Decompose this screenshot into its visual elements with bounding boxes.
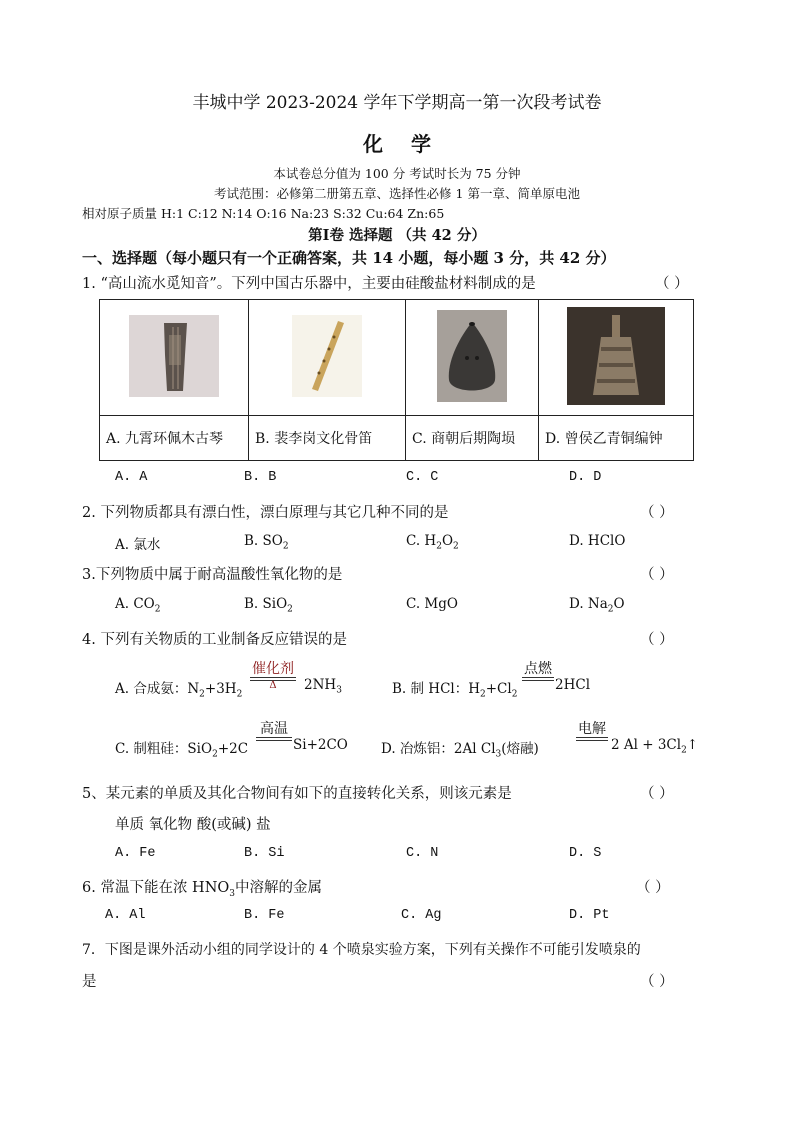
q1-option-d[interactable]: D. D (569, 470, 602, 485)
q3-answer-bracket: （ ） (640, 567, 674, 583)
q1-caption-c: C. 商朝后期陶埙 (406, 416, 539, 461)
q4-option-d[interactable]: D. 冶炼铝：2Al $Cl_3$(熔融) (381, 741, 539, 760)
q4-b-arrow: 点燃 (522, 661, 554, 681)
q4-answer-bracket: （ ） (640, 632, 674, 648)
q4-option-b[interactable]: B. 制 HCl：$H_2+Cl_2$ (392, 681, 518, 700)
q1-option-a[interactable]: A. A (115, 470, 148, 485)
bronze-bell-image-cell (539, 300, 694, 416)
q4-d-arrow: 电解 (576, 721, 608, 741)
q1-option-b[interactable]: B. B (244, 470, 277, 485)
q4-b-product: 2HCl (555, 677, 591, 693)
guqin-image (129, 315, 219, 397)
q6-option-b[interactable]: B. Fe (244, 908, 285, 923)
q5-option-d[interactable]: D. S (569, 846, 602, 861)
bronze-bell-image (567, 307, 665, 405)
q7-stem: 7．下图是课外活动小组的同学设计的 4 个喷泉实验方案，下列有关操作不可能引发喷泉的 (82, 942, 641, 958)
q2-option-b[interactable]: B. $SO_2$ (244, 533, 289, 552)
q7-stem-continued: 是 (82, 974, 97, 990)
q6-answer-bracket: （ ） (636, 880, 670, 896)
bone-flute-image-cell (249, 300, 406, 416)
q7-answer-bracket: （ ） (640, 974, 674, 990)
q4-c-product: Si+2CO (293, 737, 348, 753)
q3-option-c[interactable]: C. MgO (406, 596, 458, 612)
q1-caption-a: A. 九霄环佩木古琴 (100, 416, 249, 461)
q5-answer-bracket: （ ） (640, 786, 674, 802)
exam-info-score-time: 本试卷总分值为 100 分 考试时长为 75 分钟 (273, 166, 521, 181)
q1-option-c[interactable]: C. C (406, 470, 439, 485)
q4-a-arrow: 催化剂 Δ (252, 661, 294, 691)
q4-a-product: $2NH_3$ (304, 677, 342, 696)
q4-stem: 4. 下列有关物质的工业制备反应错误的是 (82, 632, 347, 648)
q5-stem: 5、某元素的单质及其化合物间有如下的直接转化关系，则该元素是 (82, 786, 512, 802)
q1-caption-b: B. 裴李岗文化骨笛 (249, 416, 406, 461)
q2-option-a[interactable]: A. 氯水 (115, 537, 161, 553)
q1-instrument-table (99, 299, 694, 461)
subject-title: 化学 (363, 132, 459, 156)
q4-d-product: 2 $Al + 3Cl_2↑$ (611, 737, 699, 756)
exam-title: 丰城中学 2023-2024 学年下学期高一第一次段考试卷 (192, 93, 602, 113)
clay-xun-image (437, 310, 507, 402)
section-one-heading: 一、选择题（每小题只有一个正确答案，共 14 小题，每小题 3 分，共 42 分） (82, 249, 616, 267)
q6-option-d[interactable]: D. Pt (569, 908, 610, 923)
q5-option-c[interactable]: C. N (406, 846, 439, 861)
q2-option-c[interactable]: C. $H_2O_2$ (406, 533, 459, 552)
q3-option-a[interactable]: A. $CO_2$ (115, 596, 161, 615)
q1-answer-bracket: （ ） (655, 276, 689, 292)
q6-option-a[interactable]: A. Al (105, 908, 146, 923)
guqin-image-cell (100, 300, 249, 416)
q4-option-a[interactable]: A. 合成氨：$N_2+3H_2$ (115, 681, 243, 700)
q5-option-b[interactable]: B. Si (244, 846, 285, 861)
bone-flute-image (292, 315, 362, 397)
q2-option-d[interactable]: D. HClO (569, 533, 626, 549)
exam-info-scope: 考试范围：必修第二册第五章、选择性必修 1 第一章、简单原电池 (214, 186, 580, 201)
q3-option-d[interactable]: D. $Na_2O$ (569, 596, 625, 615)
q4-option-c[interactable]: C. 制粗硅：SiO$_2$+2C (115, 741, 249, 760)
q2-answer-bracket: （ ） (640, 505, 674, 521)
q1-stem: 1. “高山流水觅知音”。下列中国古乐器中，主要由硅酸盐材料制成的是 (82, 276, 536, 292)
q4-c-arrow: 高温 (256, 721, 292, 741)
q3-option-b[interactable]: B. SiO$_2$ (244, 596, 293, 615)
q6-stem: 6. 常温下能在浓 $HNO_3$中溶解的金属 (82, 880, 323, 899)
atomic-masses: 相对原子质量 H:1 C:12 N:14 O:16 Na:23 S:32 Cu:64 Zn:65 (82, 206, 445, 221)
clay-xun-image-cell (406, 300, 539, 416)
q5-option-a[interactable]: A. Fe (115, 846, 156, 861)
q5-conversion-chain: 单质 氧化物 酸(或碱) 盐 (115, 817, 271, 833)
part-one-heading: 第Ⅰ卷 选择题 （共 42 分） (308, 227, 486, 244)
q3-stem: 3.下列物质中属于耐高温酸性氧化物的是 (82, 567, 343, 583)
q1-caption-d: D. 曾侯乙青铜编钟 (539, 416, 694, 461)
q2-stem: 2. 下列物质都具有漂白性，漂白原理与其它几种不同的是 (82, 505, 449, 521)
q6-option-c[interactable]: C. Ag (401, 908, 442, 923)
